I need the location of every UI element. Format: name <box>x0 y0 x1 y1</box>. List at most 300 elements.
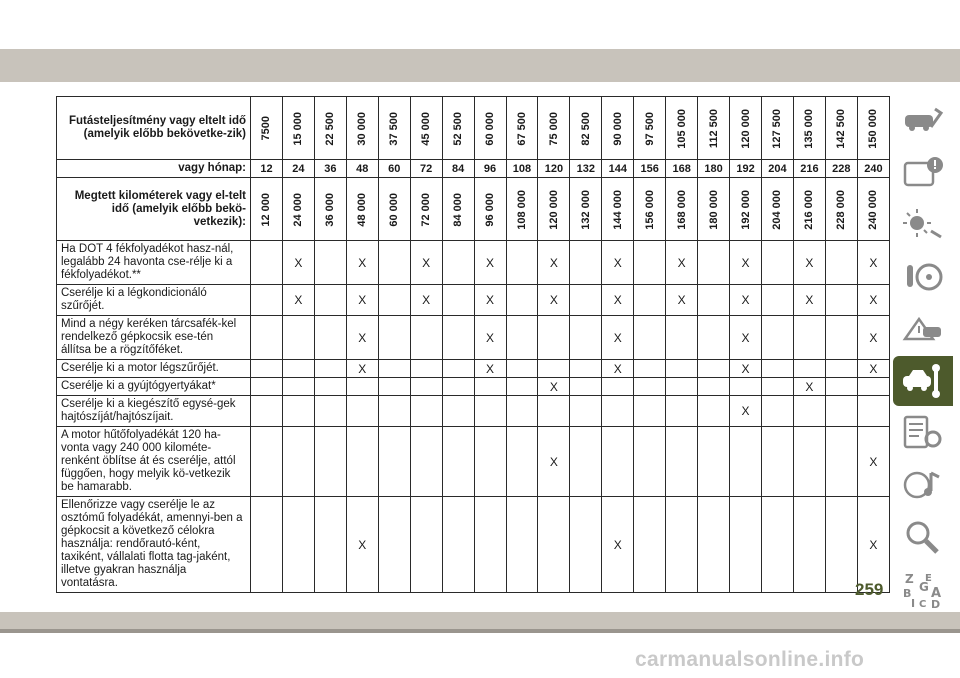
schedule-mark <box>282 396 314 427</box>
schedule-mark <box>634 497 666 593</box>
header-cell <box>410 178 442 241</box>
svg-text:B: B <box>903 587 912 600</box>
header-value: 192 000 <box>739 189 752 230</box>
header-cell <box>410 97 442 160</box>
schedule-mark: X <box>857 497 889 593</box>
header-cell <box>666 97 698 160</box>
sun-lights-icon <box>901 205 945 245</box>
schedule-mark: X <box>474 285 506 316</box>
header-value: 15 000 <box>292 111 305 146</box>
header-cell: 132 <box>570 160 602 178</box>
tab-emergency[interactable] <box>893 304 953 354</box>
schedule-mark <box>602 396 634 427</box>
header-label: Futásteljesítmény vagy eltelt idő (amelyik előbb bekövetke-zik) <box>57 97 251 160</box>
schedule-mark <box>378 285 410 316</box>
schedule-mark: X <box>602 316 634 360</box>
schedule-mark <box>282 316 314 360</box>
schedule-mark: X <box>474 241 506 285</box>
schedule-mark <box>634 285 666 316</box>
schedule-mark: X <box>857 316 889 360</box>
schedule-mark <box>346 396 378 427</box>
header-value: 84 000 <box>452 192 465 227</box>
schedule-mark <box>570 316 602 360</box>
schedule-mark: X <box>602 285 634 316</box>
schedule-mark <box>474 427 506 497</box>
schedule-mark <box>762 497 794 593</box>
schedule-mark <box>570 427 602 497</box>
schedule-mark: X <box>602 360 634 378</box>
header-cell <box>730 178 762 241</box>
schedule-mark: X <box>793 241 825 285</box>
car-wrench-icon <box>901 361 945 401</box>
schedule-mark <box>410 396 442 427</box>
tab-alphabet-index[interactable] <box>893 564 953 614</box>
schedule-mark <box>314 316 346 360</box>
schedule-mark <box>698 497 730 593</box>
header-cell: 12 <box>251 160 283 178</box>
schedule-mark <box>251 285 283 316</box>
header-value: 142 500 <box>835 108 848 149</box>
schedule-mark <box>793 497 825 593</box>
tab-car-info[interactable] <box>893 96 953 146</box>
header-cell <box>442 97 474 160</box>
header-cell: 84 <box>442 160 474 178</box>
schedule-mark: X <box>346 497 378 593</box>
tab-specs[interactable] <box>893 408 953 458</box>
schedule-mark <box>602 378 634 396</box>
tab-maintenance[interactable] <box>893 356 953 406</box>
schedule-mark <box>410 497 442 593</box>
header-cell <box>857 97 889 160</box>
schedule-mark <box>251 427 283 497</box>
header-cell <box>857 178 889 241</box>
schedule-mark <box>314 285 346 316</box>
header-cell <box>251 178 283 241</box>
header-label: vagy hónap: <box>57 160 251 178</box>
schedule-mark <box>442 360 474 378</box>
schedule-mark <box>762 396 794 427</box>
header-row-distance <box>57 97 890 160</box>
schedule-mark <box>634 360 666 378</box>
schedule-mark: X <box>538 285 570 316</box>
schedule-mark: X <box>410 285 442 316</box>
header-cell <box>378 97 410 160</box>
svg-text:Z: Z <box>905 572 914 586</box>
header-value: 7500 <box>260 116 273 141</box>
schedule-mark <box>825 285 857 316</box>
schedule-mark: X <box>602 497 634 593</box>
schedule-mark: X <box>474 360 506 378</box>
header-cell: 204 <box>762 160 794 178</box>
header-value: 48 000 <box>356 192 369 227</box>
schedule-mark <box>825 427 857 497</box>
header-cell <box>634 97 666 160</box>
header-cell <box>282 178 314 241</box>
schedule-mark <box>698 241 730 285</box>
schedule-mark <box>698 378 730 396</box>
header-band <box>0 49 960 82</box>
header-cell <box>314 178 346 241</box>
header-cell <box>251 97 283 160</box>
schedule-mark <box>346 378 378 396</box>
tab-driving[interactable] <box>893 252 953 302</box>
map-music-icon <box>901 465 945 505</box>
header-cell <box>825 97 857 160</box>
svg-text:E: E <box>925 573 932 584</box>
header-value: 22 500 <box>324 111 337 146</box>
schedule-mark <box>251 378 283 396</box>
schedule-mark <box>570 396 602 427</box>
schedule-mark <box>698 427 730 497</box>
tab-index-search[interactable] <box>893 512 953 562</box>
schedule-mark <box>634 241 666 285</box>
schedule-mark: X <box>282 285 314 316</box>
footer-band <box>0 612 960 629</box>
schedule-mark <box>251 497 283 593</box>
footer-line <box>0 629 960 633</box>
schedule-mark <box>634 378 666 396</box>
header-row-months <box>57 160 890 178</box>
tab-lights[interactable] <box>893 200 953 250</box>
alphabet-index-icon <box>901 569 945 609</box>
watermark-text: carmanualsonline.info <box>635 648 865 671</box>
schedule-mark <box>698 360 730 378</box>
schedule-mark <box>762 285 794 316</box>
schedule-mark: X <box>666 241 698 285</box>
header-value: 150 000 <box>867 108 880 149</box>
header-cell <box>474 178 506 241</box>
schedule-mark <box>666 360 698 378</box>
header-cell: 156 <box>634 160 666 178</box>
schedule-mark <box>570 497 602 593</box>
header-cell <box>634 178 666 241</box>
header-cell: 36 <box>314 160 346 178</box>
schedule-mark <box>442 497 474 593</box>
header-value: 168 000 <box>675 189 688 230</box>
schedule-mark: X <box>857 427 889 497</box>
header-cell: 72 <box>410 160 442 178</box>
schedule-mark <box>825 497 857 593</box>
header-cell: 24 <box>282 160 314 178</box>
schedule-mark <box>282 360 314 378</box>
header-value: 30 000 <box>356 111 369 146</box>
schedule-mark <box>378 497 410 593</box>
task-label: Ha DOT 4 fékfolyadékot hasz-nál, legalább 24 havonta cse-rélje ki a fékfolyadékot.** <box>57 241 251 285</box>
schedule-mark <box>378 316 410 360</box>
schedule-mark: X <box>730 285 762 316</box>
car-info-icon <box>901 101 945 141</box>
schedule-mark <box>570 285 602 316</box>
header-value: 204 000 <box>771 189 784 230</box>
svg-text:D: D <box>931 598 941 609</box>
schedule-mark <box>282 497 314 593</box>
schedule-mark <box>602 427 634 497</box>
header-value: 52 500 <box>452 111 465 146</box>
schedule-mark <box>634 396 666 427</box>
schedule-mark <box>506 241 538 285</box>
header-value: 240 000 <box>867 189 880 230</box>
schedule-mark <box>314 396 346 427</box>
table-row <box>57 396 890 427</box>
schedule-mark <box>378 360 410 378</box>
header-cell <box>666 178 698 241</box>
schedule-mark <box>570 378 602 396</box>
schedule-mark <box>730 427 762 497</box>
schedule-mark <box>730 378 762 396</box>
header-cell <box>282 97 314 160</box>
header-cell <box>762 97 794 160</box>
schedule-mark <box>442 396 474 427</box>
page-number: 259 <box>855 580 884 599</box>
header-cell: 216 <box>793 160 825 178</box>
schedule-mark <box>698 285 730 316</box>
schedule-mark <box>410 360 442 378</box>
schedule-mark: X <box>793 378 825 396</box>
maintenance-schedule-table <box>56 96 890 593</box>
schedule-mark <box>825 378 857 396</box>
schedule-mark <box>314 360 346 378</box>
header-cell <box>698 178 730 241</box>
schedule-mark <box>410 316 442 360</box>
header-cell: 144 <box>602 160 634 178</box>
schedule-mark <box>378 427 410 497</box>
schedule-mark <box>314 241 346 285</box>
header-value: 135 000 <box>803 108 816 149</box>
header-cell: 48 <box>346 160 378 178</box>
schedule-mark <box>538 396 570 427</box>
schedule-mark <box>282 427 314 497</box>
header-value: 36 000 <box>324 192 337 227</box>
header-cell: 96 <box>474 160 506 178</box>
header-value: 216 000 <box>803 189 816 230</box>
schedule-mark <box>506 285 538 316</box>
schedule-mark <box>442 427 474 497</box>
schedule-mark: X <box>793 285 825 316</box>
schedule-mark <box>346 427 378 497</box>
schedule-mark <box>634 427 666 497</box>
header-label: Megtett kilométerek vagy el-telt idő (amelyik előbb bekö-vetkezik): <box>57 178 251 241</box>
header-value: 105 000 <box>675 108 688 149</box>
tab-multimedia[interactable] <box>893 460 953 510</box>
schedule-mark: X <box>602 241 634 285</box>
header-cell: 108 <box>506 160 538 178</box>
header-cell: 192 <box>730 160 762 178</box>
header-value: 144 000 <box>611 189 624 230</box>
schedule-mark: X <box>730 316 762 360</box>
header-cell <box>506 178 538 241</box>
header-value: 60 000 <box>484 111 497 146</box>
schedule-mark <box>378 241 410 285</box>
schedule-mark <box>506 378 538 396</box>
schedule-mark <box>570 241 602 285</box>
header-value: 97 500 <box>643 111 656 146</box>
svg-text:G: G <box>919 580 929 594</box>
dashboard-alert-icon <box>901 153 945 193</box>
schedule-mark <box>442 378 474 396</box>
schedule-mark <box>666 427 698 497</box>
table-row <box>57 427 890 497</box>
tab-dashboard[interactable] <box>893 148 953 198</box>
header-cell <box>346 97 378 160</box>
task-label: Cserélje ki a gyújtógyertyákat* <box>57 378 251 396</box>
header-cell <box>378 178 410 241</box>
schedule-mark <box>282 378 314 396</box>
schedule-mark <box>474 497 506 593</box>
svg-text:A: A <box>931 586 942 601</box>
header-cell <box>698 97 730 160</box>
schedule-mark: X <box>857 241 889 285</box>
schedule-mark <box>666 316 698 360</box>
task-label: Cserélje ki a motor légszűrőjét. <box>57 360 251 378</box>
header-value: 132 000 <box>579 189 592 230</box>
schedule-mark <box>442 241 474 285</box>
schedule-mark <box>762 241 794 285</box>
schedule-mark <box>762 316 794 360</box>
header-value: 37 500 <box>388 111 401 146</box>
schedule-mark <box>825 316 857 360</box>
schedule-mark <box>251 360 283 378</box>
schedule-mark <box>857 396 889 427</box>
schedule-mark <box>251 316 283 360</box>
task-label: Mind a négy keréken tárcsafék-kel rendelkező gépkocsik ese-tén állítsa be a rögzítőféket. <box>57 316 251 360</box>
schedule-mark <box>793 360 825 378</box>
schedule-mark <box>825 360 857 378</box>
schedule-mark: X <box>538 427 570 497</box>
schedule-mark <box>378 378 410 396</box>
header-value: 96 000 <box>484 192 497 227</box>
schedule-mark: X <box>857 360 889 378</box>
schedule-mark <box>634 316 666 360</box>
schedule-mark <box>506 360 538 378</box>
header-cell: 240 <box>857 160 889 178</box>
schedule-mark <box>825 241 857 285</box>
schedule-mark <box>762 378 794 396</box>
schedule-mark <box>538 360 570 378</box>
schedule-mark <box>442 316 474 360</box>
schedule-mark <box>474 396 506 427</box>
header-cell <box>538 97 570 160</box>
schedule-mark: X <box>538 378 570 396</box>
schedule-mark: X <box>346 316 378 360</box>
schedule-mark <box>698 316 730 360</box>
schedule-mark <box>538 316 570 360</box>
header-cell: 180 <box>698 160 730 178</box>
header-value: 72 000 <box>420 192 433 227</box>
search-icon <box>901 517 945 557</box>
schedule-mark <box>314 378 346 396</box>
header-cell <box>314 97 346 160</box>
schedule-mark <box>666 497 698 593</box>
header-cell <box>825 178 857 241</box>
schedule-mark: X <box>538 241 570 285</box>
schedule-mark <box>857 378 889 396</box>
header-cell <box>442 178 474 241</box>
schedule-mark <box>666 396 698 427</box>
header-value: 180 000 <box>707 189 720 230</box>
header-cell <box>762 178 794 241</box>
header-value: 60 000 <box>388 192 401 227</box>
schedule-mark <box>570 360 602 378</box>
steering-wheel-icon <box>901 257 945 297</box>
schedule-mark <box>825 396 857 427</box>
header-cell <box>730 97 762 160</box>
schedule-mark <box>762 360 794 378</box>
header-cell <box>538 178 570 241</box>
schedule-mark: X <box>410 241 442 285</box>
header-value: 108 000 <box>515 189 528 230</box>
schedule-mark: X <box>474 316 506 360</box>
header-cell <box>346 178 378 241</box>
schedule-mark: X <box>730 360 762 378</box>
schedule-mark <box>442 285 474 316</box>
header-cell <box>570 178 602 241</box>
header-value: 12 000 <box>260 192 273 227</box>
header-value: 45 000 <box>420 111 433 146</box>
header-cell <box>570 97 602 160</box>
schedule-mark <box>251 396 283 427</box>
table-row <box>57 285 890 316</box>
schedule-mark: X <box>282 241 314 285</box>
header-cell: 228 <box>825 160 857 178</box>
header-cell: 120 <box>538 160 570 178</box>
table-row <box>57 316 890 360</box>
header-value: 120 000 <box>739 108 752 149</box>
header-value: 127 500 <box>771 108 784 149</box>
schedule-mark: X <box>730 396 762 427</box>
header-value: 156 000 <box>643 189 656 230</box>
schedule-mark <box>410 427 442 497</box>
schedule-mark <box>378 396 410 427</box>
schedule-mark: X <box>730 241 762 285</box>
list-gear-icon <box>901 413 945 453</box>
table-row <box>57 378 890 396</box>
header-value: 24 000 <box>292 192 305 227</box>
header-cell <box>602 178 634 241</box>
schedule-mark <box>730 497 762 593</box>
schedule-mark <box>410 378 442 396</box>
schedule-mark <box>762 427 794 497</box>
task-label: Cserélje ki a kiegészítő egysé-gek hajtószíját/hajtószíjait. <box>57 396 251 427</box>
schedule-mark: X <box>346 241 378 285</box>
schedule-mark <box>314 427 346 497</box>
header-value: 228 000 <box>835 189 848 230</box>
header-cell <box>506 97 538 160</box>
schedule-mark <box>698 396 730 427</box>
schedule-mark <box>793 396 825 427</box>
svg-text:C: C <box>919 599 927 609</box>
header-cell: 60 <box>378 160 410 178</box>
table-row <box>57 360 890 378</box>
header-value: 67 500 <box>515 111 528 146</box>
header-value: 82 500 <box>579 111 592 146</box>
task-label: A motor hűtőfolyadékát 120 ha-vonta vagy 240 000 kilométe-renként öblítse át és cserélje, attól függően, hogy melyik kö-vetkezik be hamarabb. <box>57 427 251 497</box>
schedule-mark <box>793 427 825 497</box>
schedule-mark <box>506 427 538 497</box>
table-row <box>57 497 890 593</box>
header-cell: 168 <box>666 160 698 178</box>
schedule-mark <box>506 396 538 427</box>
header-cell <box>602 97 634 160</box>
header-value: 75 000 <box>547 111 560 146</box>
header-cell <box>793 97 825 160</box>
schedule-mark <box>538 497 570 593</box>
task-label: Cserélje ki a légkondicionáló szűrőjét. <box>57 285 251 316</box>
schedule-mark: X <box>666 285 698 316</box>
schedule-mark <box>314 497 346 593</box>
header-value: 120 000 <box>547 189 560 230</box>
header-value: 90 000 <box>611 111 624 146</box>
schedule-mark <box>474 378 506 396</box>
